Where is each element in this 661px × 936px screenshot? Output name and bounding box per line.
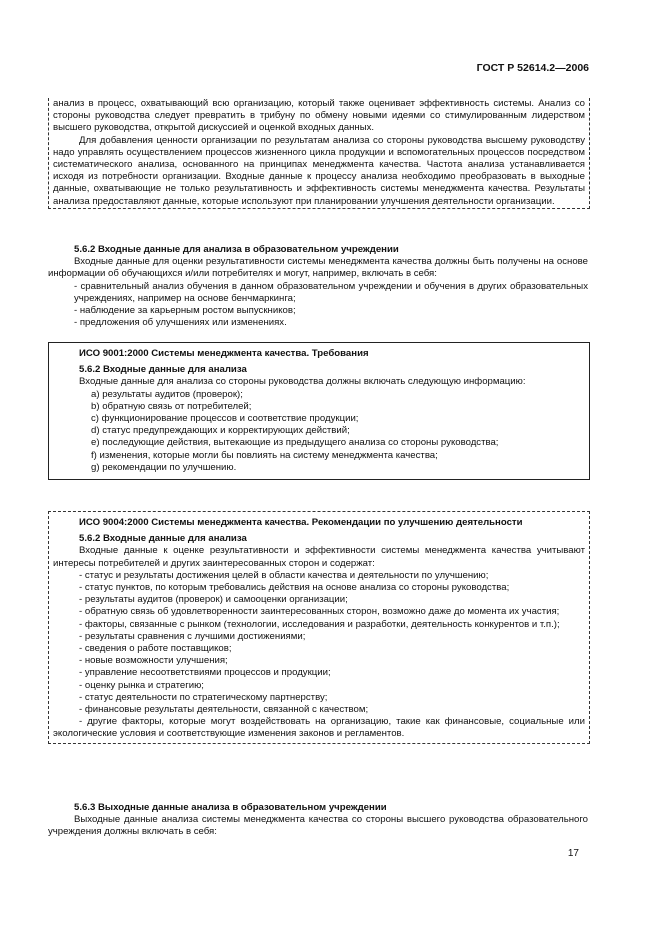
list-item: - статус пунктов, по которым требовались действия на основе анализа со стороны руководства;	[79, 582, 510, 594]
list-item: - оценку рынка и стратегию;	[79, 679, 204, 691]
list-item: e) последующие действия, вытекающие из предыдущего анализа со стороны руководства;	[91, 437, 499, 449]
section-5-6-2	[48, 244, 588, 329]
section-5-6-3	[48, 802, 588, 839]
section-5-6-3-text: Выходные данные анализа системы менеджмента качества со стороны высшего руководства образовательного учреждения должны включать в себя:	[48, 814, 588, 838]
list-item: - статус и результаты достижения целей в области качества и деятельности по улучшению;	[79, 569, 489, 581]
iso-9001-title: ИСО 9001:2000 Системы менеджмента качества. Требования	[79, 348, 369, 359]
list-item: - предложения об улучшениях или изменениях.	[74, 317, 287, 329]
list-item: c) функционирование процессов и соответствие продукции;	[91, 413, 359, 425]
list-item: - сведения о работе поставщиков;	[79, 643, 232, 655]
list-item: a) результаты аудитов (проверок);	[91, 388, 243, 400]
list-item: d) статус предупреждающих и корректирующих действий;	[91, 425, 350, 437]
iso-9004-box	[48, 511, 590, 744]
list-item: - сравнительный анализ обучения в данном образовательном учреждении и обучения в других образовательных учреждениях, например на основе бенчмаркинга;	[74, 280, 588, 304]
list-item: - управление несоответствиями процессов и продукции;	[79, 667, 331, 679]
list-item: - новые возможности улучшения;	[79, 655, 228, 667]
iso-9001-heading: 5.6.2 Входные данные для анализа	[79, 364, 247, 376]
iso-9004-title: ИСО 9004:2000 Системы менеджмента качества. Рекомендации по улучшению деятельности	[79, 517, 523, 528]
intro-box	[48, 98, 590, 209]
list-item: - наблюдение за карьерным ростом выпускников;	[74, 305, 296, 317]
list-item: - факторы, связанные с рынком (технологии, исследования и разработки, деятельность конкурентов и т.п.);	[79, 618, 560, 630]
iso-9004-text: Входные данные к оценке результативности и эффективности системы менеджмента качества учитывают интересы потребителей и других заинтересованных сторон и содержат:	[53, 545, 585, 569]
list-item: - другие факторы, которые могут воздействовать на организацию, такие как финансовые, социальные или экологические условия и соответствующие изменения законов и регламентов.	[53, 716, 585, 740]
iso-9001-text: Входные данные для анализа со стороны руководства должны включать следующую информацию:	[79, 376, 526, 388]
list-item: g) рекомендации по улучшению.	[91, 461, 237, 473]
section-5-6-2-heading: 5.6.2 Входные данные для анализа в образовательном учреждении	[74, 244, 399, 255]
list-item: - статус деятельности по стратегическому партнерству;	[79, 691, 328, 703]
standard-header: ГОСТ Р 52614.2—2006	[476, 62, 589, 74]
section-5-6-2-text: Входные данные для оценки результативности системы менеджмента качества должны быть получены на основе информации об обучающихся и/или потребителях и могут, например, включать в себя:	[48, 256, 588, 280]
intro-paragraph-1: анализ в процесс, охватывающий всю организацию, который также оценивает эффективность системы. Анализ со стороны руководства следует превратить в трибуну по обмену новыми идеями со стимулированным лидерством высшего руководства, открытой дискуссией и оценкой входных данных.	[53, 98, 585, 134]
list-item: b) обратную связь от потребителей;	[91, 400, 252, 412]
iso-9001-box	[48, 342, 590, 480]
section-5-6-3-heading: 5.6.3 Выходные данные анализа в образовательном учреждении	[74, 802, 387, 813]
page-number: 17	[567, 848, 579, 859]
list-item: f) изменения, которые могли бы повлиять на систему менеджмента качества;	[91, 449, 438, 461]
list-item: - результаты сравнения с лучшими достижениями;	[79, 630, 306, 642]
list-item: - результаты аудитов (проверок) и самооценки организации;	[79, 594, 348, 606]
intro-paragraph-2: Для добавления ценности организации по результатам анализа со стороны руководства высшему руководству надо управлять осуществлением процессов жизненного цикла продукции и вспомогательных процессов посредством систематического анализа, основанного на принципах менеджмента качества. Частота анализа устанавливается исходя из потребности организации. Входные данные к процессу анализа необходимо преобразовать в выходные данные, охватывающие не только результативность и эффективность системы менеджмента качества. Результаты анализа предоставляют данные, которые используют при планировании улучшения деятельности организации.	[53, 134, 585, 207]
list-item: - финансовые результаты деятельности, связанной с качеством;	[79, 704, 369, 716]
iso-9004-heading: 5.6.2 Входные данные для анализа	[79, 533, 247, 545]
list-item: - обратную связь об удовлетворенности заинтересованных сторон, возможно даже до момента их участия;	[79, 606, 560, 618]
